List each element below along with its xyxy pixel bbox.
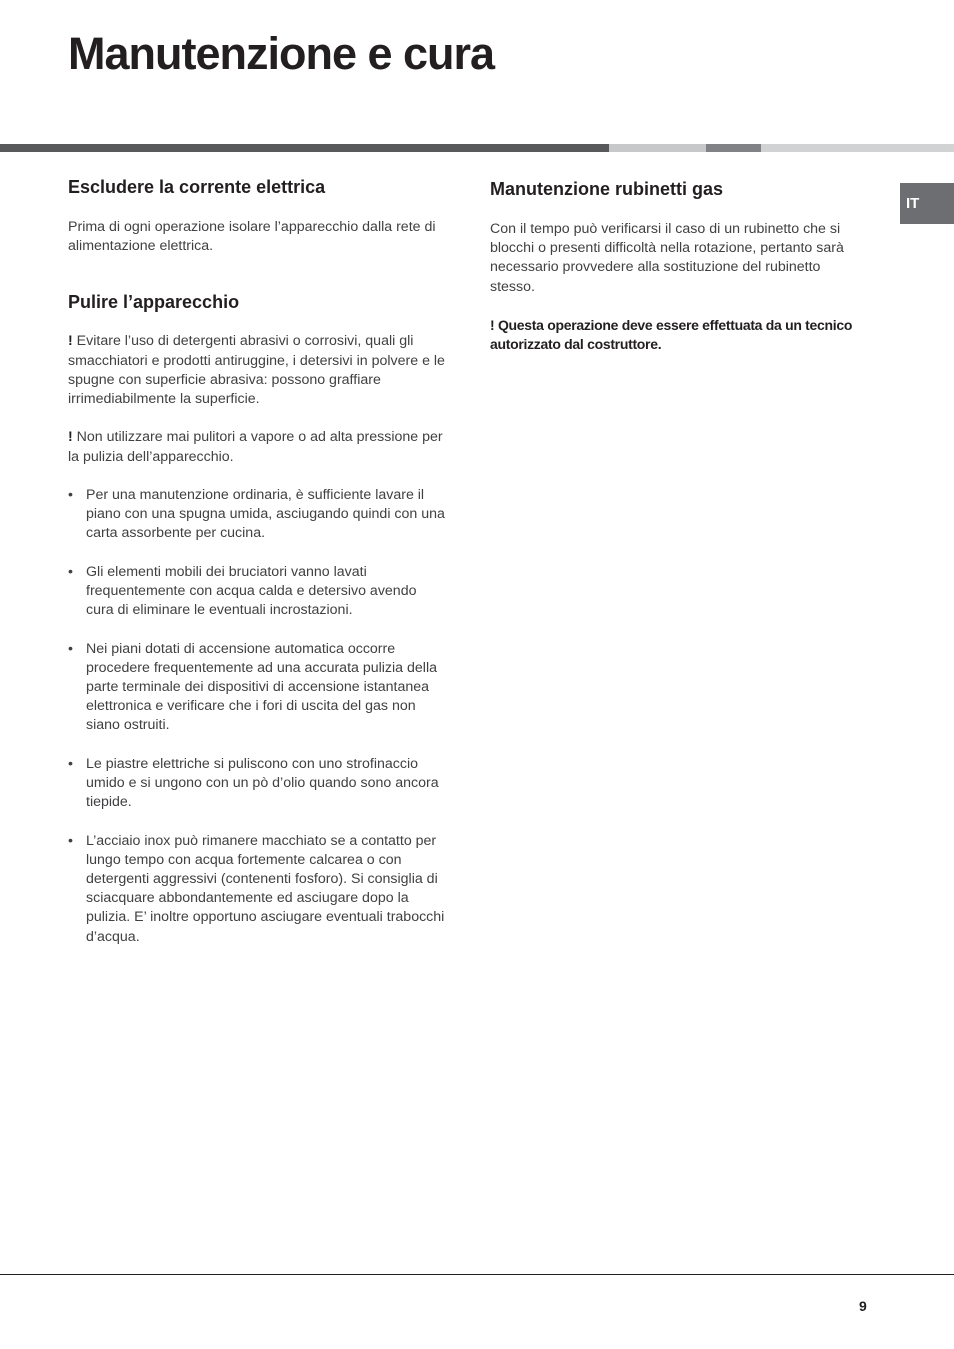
list-item: [68, 832, 448, 947]
warning-mark: !: [68, 333, 73, 350]
bullet-icon: •: [68, 755, 73, 772]
section-text-power: Prima di ogni operazione isolare l’apparecchio dalla rete di alimentazione elettrica.: [68, 219, 436, 255]
warning-paragraph-steam: [68, 428, 448, 466]
list-item-text: L’acciaio inox può rimanere macchiato se a contatto per lungo tempo con acqua fortemente calcarea o con detergenti aggressivi (contenenti fosforo). Si consiglia di sciacquare abbondantemente ed asciugare dopo la pulizia. E’ inoltre opportuno asciugare eventuali trabocchi d’acqua.: [86, 832, 445, 945]
list-item: [68, 755, 448, 813]
warning-text-abrasives: Evitare l’uso di detergenti abrasivi o corrosivi, quali gli smacchiatori e prodotti antiruggine, i detersivi in polvere e le spugne con superficie abrasiva: possono graffiare irrimediabilmente la superficie.: [68, 333, 445, 408]
list-item: [68, 486, 448, 544]
header-rule-light-end: [761, 144, 954, 152]
header-rule-dark: [0, 144, 609, 152]
cleaning-bullet-list: [68, 486, 448, 947]
list-item: [68, 640, 448, 736]
warning-text-steam: Non utilizzare mai pulitori a vapore o ad alta pressione per la pulizia dell’apparecchio.: [68, 429, 443, 465]
language-tab: IT: [900, 183, 954, 224]
bullet-icon: •: [68, 487, 73, 503]
list-item-text: Gli elementi mobili dei bruciatori vanno lavati frequentemente con acqua calda e detersivo avendo cura di eliminare le eventuali incrostazioni.: [86, 563, 417, 619]
page-title: Manutenzione e cura: [68, 28, 495, 79]
bullet-icon: •: [68, 832, 73, 849]
warning-mark: !: [68, 429, 73, 446]
bullet-icon: •: [68, 563, 73, 580]
list-item: [68, 563, 448, 621]
section-heading-gas-taps: Manutenzione rubinetti gas: [490, 179, 724, 199]
technician-note: ! Questa operazione deve essere effettuata da un tecnico autorizzato dal costruttore.: [490, 317, 853, 353]
section-text-gas-taps: Con il tempo può verificarsi il caso di un rubinetto che si blocchi o presenti difficoltà nella rotazione, pertanto sarà necessario provvedere alla sostituzione del rubinetto stesso.: [490, 221, 844, 295]
section-heading-power: Escludere la corrente elettrica: [68, 177, 326, 197]
right-column: [490, 178, 860, 354]
bullet-icon: •: [68, 640, 73, 657]
page-number: 9: [859, 1298, 867, 1314]
list-item-text: Per una manutenzione ordinaria, è sufficiente lavare il piano con una spugna umida, asciugando quindi con una carta assorbente per cucina.: [86, 487, 445, 542]
list-item-text: Nei piani dotati di accensione automatica occorre procedere frequentemente ad una accurata pulizia della parte terminale dei dispositivi di accensione istantanea elettronica e verificare che i fori di uscita del gas non siano ostruiti.: [86, 640, 437, 734]
header-rule-light: [609, 144, 706, 152]
section-heading-cleaning: Pulire l’apparecchio: [68, 292, 240, 313]
list-item-text: Le piastre elettriche si puliscono con uno strofinaccio umido e si ungono con un pò d’olio quando sono ancora tiepide.: [86, 755, 439, 811]
left-column: [68, 176, 448, 947]
header-rule-mid: [706, 144, 761, 152]
footer-rule: [0, 1274, 954, 1275]
warning-paragraph-abrasives: [68, 332, 448, 409]
